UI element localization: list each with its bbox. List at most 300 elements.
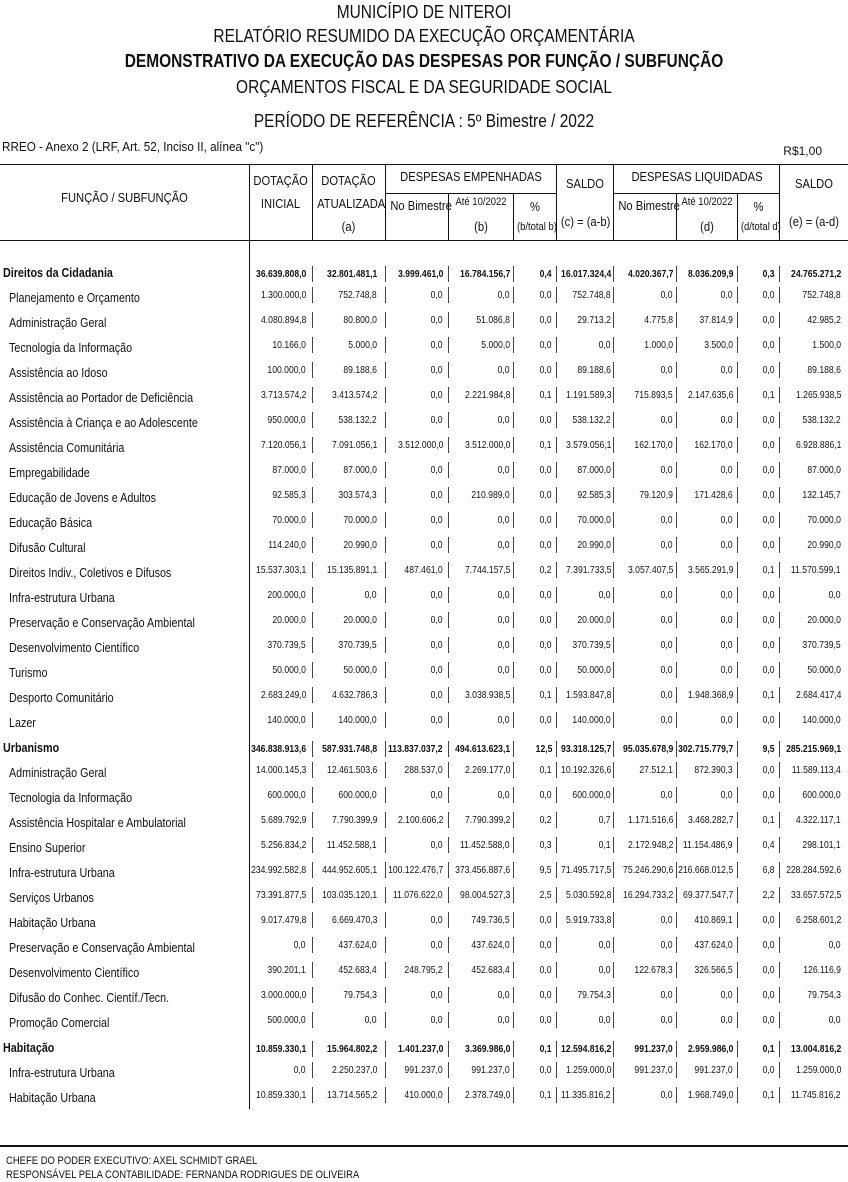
table-row	[0, 837, 848, 862]
cell-saldo-c: 11.335.816,2	[561, 1089, 611, 1101]
cell-liquidadas-ate: 3.468.282,7	[687, 814, 733, 826]
cell-saldo-e: 24.765.271,2	[790, 268, 841, 280]
col-pct-b: %	[530, 199, 540, 214]
cell-pct-b: 0,0	[540, 414, 552, 426]
cell-dotacao-inicial: 20.000,0	[272, 614, 306, 626]
cell-saldo-e: 20.990,0	[807, 539, 841, 551]
cell-pct-d: 0,0	[763, 364, 775, 376]
cell-dotacao-atualizada: 5.000,0	[348, 339, 377, 351]
table-row	[0, 887, 848, 912]
cell-pct-b: 0,0	[540, 539, 552, 551]
table-row	[0, 512, 848, 537]
cell-liquidadas-ate: 0,0	[721, 414, 733, 426]
cell-empenhadas-ate: 210.989,0	[471, 489, 510, 501]
cell-empenhadas-no-bimestre: 0,0	[431, 514, 443, 526]
cell-saldo-e: 33.657.572,5	[790, 889, 841, 901]
cell-liquidadas-no-bimestre: 0,0	[661, 289, 673, 301]
cell-pct-d: 0,0	[763, 539, 775, 551]
cell-liquidadas-no-bimestre: 16.294.733,2	[622, 889, 673, 901]
cell-liquidadas-no-bimestre: 0,0	[661, 914, 673, 926]
cell-dotacao-inicial: 3.713.574,2	[260, 389, 306, 401]
cell-liquidadas-ate: 0,0	[721, 789, 733, 801]
cell-dotacao-inicial: 346.838.913,6	[250, 743, 306, 755]
cell-liquidadas-ate: 0,0	[721, 989, 733, 1001]
cell-liquidadas-ate: 991.237,0	[694, 1064, 733, 1076]
cell-pct-d: 0,1	[763, 389, 775, 401]
cell-saldo-e: 4.322.117,1	[796, 814, 841, 826]
cell-empenhadas-ate: 373.456.887,6	[454, 864, 510, 876]
cell-saldo-e: 89.188,6	[807, 364, 841, 376]
col-despesas-liquidadas: DESPESAS LIQUIDADAS	[631, 169, 763, 184]
municipality-title: MUNICÍPIO DE NITEROI	[336, 2, 512, 22]
table-row	[0, 587, 848, 612]
cell-saldo-e: 20.000,0	[807, 614, 841, 626]
cell-pct-b: 0,0	[540, 914, 552, 926]
cell-liquidadas-no-bimestre: 27.512,1	[639, 764, 673, 776]
cell-dotacao-atualizada: 303.574,3	[338, 489, 377, 501]
cell-empenhadas-ate: 16.784.156,7	[459, 268, 510, 280]
cell-liquidadas-no-bimestre: 0,0	[661, 414, 673, 426]
cell-pct-b: 0,0	[540, 614, 552, 626]
cell-liquidadas-no-bimestre: 715.893,5	[634, 389, 673, 401]
cell-pct-d: 0,0	[763, 439, 775, 451]
cell-pct-b: 0,0	[540, 289, 552, 301]
cell-dotacao-inicial: 7.120.056,1	[260, 439, 306, 451]
cell-liquidadas-ate: 2.959.986,0	[687, 1043, 733, 1055]
cell-empenhadas-ate: 0,0	[498, 289, 510, 301]
cell-pct-d: 0,0	[763, 314, 775, 326]
table-row	[0, 962, 848, 987]
cell-saldo-e: 0,0	[829, 939, 841, 951]
cell-empenhadas-no-bimestre: 11.076.622,0	[393, 889, 443, 901]
subfuncao-label: Desenvolvimento Científico	[9, 966, 140, 980]
cell-dotacao-inicial: 10.859.330,1	[255, 1043, 306, 1055]
statement-title: DEMONSTRATIVO DA EXECUÇÃO DAS DESPESAS POR FUNÇÃO / SUBFUNÇÃO	[124, 51, 724, 71]
cell-empenhadas-ate: 991.237,0	[471, 1064, 510, 1076]
cell-liquidadas-no-bimestre: 4.775,8	[644, 314, 673, 326]
cell-dotacao-inicial: 1.300.000,0	[260, 289, 306, 301]
cell-empenhadas-ate: 7.790.399,2	[464, 814, 510, 826]
cell-empenhadas-ate: 0,0	[498, 789, 510, 801]
cell-liquidadas-no-bimestre: 0,0	[661, 614, 673, 626]
cell-dotacao-atualizada: 32.801.481,1	[326, 268, 377, 280]
cell-saldo-e: 1.259.000,0	[795, 1064, 841, 1076]
cell-saldo-e: 11.745.816,2	[791, 1089, 841, 1101]
cell-saldo-e: 538.132,2	[802, 414, 841, 426]
cell-pct-b: 0,0	[540, 964, 552, 976]
cell-saldo-e: 0,0	[829, 1014, 841, 1026]
cell-dotacao-inicial: 114.240,0	[268, 539, 306, 551]
cell-liquidadas-ate: 0,0	[721, 289, 733, 301]
cell-empenhadas-no-bimestre: 0,0	[431, 914, 443, 926]
cell-empenhadas-no-bimestre: 3.999.461,0	[397, 268, 443, 280]
cell-dotacao-inicial: 87.000,0	[272, 464, 306, 476]
subfuncao-label: Assistência à Criança e ao Adolescente	[9, 416, 198, 430]
cell-empenhadas-ate: 11.452.588,0	[460, 839, 510, 851]
cell-liquidadas-ate: 69.377.547,7	[682, 889, 733, 901]
cell-liquidadas-ate: 11.154.486,9	[683, 839, 733, 851]
cell-dotacao-atualizada: 6.669.470,3	[331, 914, 377, 926]
cell-pct-b: 0,0	[540, 364, 552, 376]
cell-pct-b: 0,0	[540, 514, 552, 526]
report-title: RELATÓRIO RESUMIDO DA EXECUÇÃO ORÇAMENTÁRIA	[213, 26, 635, 46]
cell-dotacao-atualizada: 15.964.802,2	[326, 1043, 377, 1055]
cell-empenhadas-ate: 0,0	[498, 464, 510, 476]
cell-empenhadas-ate: 437.624,0	[471, 939, 510, 951]
cell-saldo-c: 140.000,0	[572, 714, 611, 726]
table-row	[0, 712, 848, 737]
cell-pct-d: 0,1	[763, 1089, 775, 1101]
cell-pct-d: 0,0	[763, 714, 775, 726]
cell-dotacao-atualizada: 538.132,2	[338, 414, 377, 426]
table-row	[0, 562, 848, 587]
cell-liquidadas-ate: 302.715.779,7	[677, 743, 733, 755]
cell-empenhadas-no-bimestre: 0,0	[431, 714, 443, 726]
cell-saldo-e: 6.258.601,2	[795, 914, 841, 926]
cell-pct-b: 0,1	[540, 1089, 552, 1101]
subfuncao-label: Assistência Comunitária	[9, 441, 125, 455]
cell-empenhadas-ate: 0,0	[498, 614, 510, 626]
cell-liquidadas-ate: 3.565.291,9	[687, 564, 733, 576]
cell-saldo-c: 1.593.847,8	[565, 689, 611, 701]
funcao-label: Habitação	[3, 1041, 55, 1055]
cell-pct-d: 0,0	[763, 789, 775, 801]
cell-liquidadas-no-bimestre: 0,0	[661, 1014, 673, 1026]
cell-saldo-e: 50.000,0	[807, 664, 841, 676]
chefe-executivo: CHEFE DO PODER EXECUTIVO: AXEL SCHMIDT GRAEL	[6, 1155, 258, 1167]
cell-empenhadas-no-bimestre: 288.537,0	[404, 764, 443, 776]
cell-pct-d: 6,8	[763, 864, 775, 876]
cell-saldo-c: 0,0	[599, 1014, 611, 1026]
cell-saldo-c: 87.000,0	[577, 464, 611, 476]
subfuncao-label: Infra-estrutura Urbana	[9, 591, 115, 605]
cell-dotacao-atualizada: 11.452.588,1	[327, 839, 377, 851]
subfuncao-label: Desporto Comunitário	[9, 691, 114, 705]
cell-dotacao-inicial: 5.689.792,9	[260, 814, 306, 826]
cell-pct-d: 0,0	[763, 1064, 775, 1076]
table-group-row	[0, 262, 848, 287]
cell-empenhadas-ate: 0,0	[498, 1014, 510, 1026]
cell-pct-b: 0,0	[540, 664, 552, 676]
cell-pct-d: 0,0	[763, 964, 775, 976]
col-saldo-e-l2: (e) = (a-d)	[788, 214, 840, 229]
cell-empenhadas-no-bimestre: 0,0	[431, 539, 443, 551]
cell-dotacao-inicial: 73.391.877,5	[255, 889, 306, 901]
cell-liquidadas-ate: 162.170,0	[694, 439, 733, 451]
cell-dotacao-inicial: 200.000,0	[267, 589, 306, 601]
cell-saldo-c: 1.259.000,0	[565, 1064, 611, 1076]
cell-saldo-c: 7.391.733,5	[565, 564, 611, 576]
cell-liquidadas-no-bimestre: 75.246.290,6	[622, 864, 673, 876]
cell-saldo-e: 70.000,0	[807, 514, 841, 526]
cell-pct-d: 0,3	[763, 268, 775, 280]
subfuncao-label: Educação de Jovens e Adultos	[9, 491, 157, 505]
cell-saldo-c: 5.030.592,8	[565, 889, 611, 901]
cell-empenhadas-ate: 494.613.623,1	[454, 743, 510, 755]
cell-saldo-e: 13.004.816,2	[790, 1043, 841, 1055]
cell-empenhadas-no-bimestre: 0,0	[431, 489, 443, 501]
cell-dotacao-atualizada: 20.990,0	[343, 539, 377, 551]
cell-empenhadas-no-bimestre: 0,0	[431, 789, 443, 801]
empenhadas-rule	[386, 193, 556, 194]
cell-empenhadas-no-bimestre: 410.000,0	[404, 1089, 443, 1101]
cell-pct-b: 0,1	[540, 764, 552, 776]
cell-empenhadas-ate: 2.269.177,0	[464, 764, 510, 776]
cell-saldo-c: 70.000,0	[577, 514, 611, 526]
cell-saldo-c: 50.000,0	[577, 664, 611, 676]
subfuncao-label: Habitação Urbana	[9, 916, 96, 930]
cell-pct-d: 0,1	[763, 564, 775, 576]
subfuncao-label: Administração Geral	[9, 316, 107, 330]
subfuncao-label: Desenvolvimento Científico	[9, 641, 140, 655]
cell-liquidadas-ate: 1.948.368,9	[687, 689, 733, 701]
col-liquidadas-d: (d)	[700, 219, 714, 234]
cell-dotacao-atualizada: 140.000,0	[338, 714, 377, 726]
cell-empenhadas-no-bimestre: 991.237,0	[404, 1064, 443, 1076]
cell-pct-b: 0,0	[540, 939, 552, 951]
col-liquidadas-no-bimestre: No Bimestre	[618, 198, 680, 213]
table-row	[0, 787, 848, 812]
table-group-row	[0, 737, 848, 762]
subfuncao-label: Educação Básica	[9, 516, 93, 530]
cell-liquidadas-ate: 0,0	[721, 539, 733, 551]
footer-rule	[0, 1145, 848, 1147]
cell-saldo-e: 132.145,7	[802, 489, 841, 501]
currency-unit: R$1,00	[783, 144, 822, 158]
cell-dotacao-inicial: 10.859.330,1	[255, 1089, 306, 1101]
cell-dotacao-atualizada: 89.188,6	[343, 364, 377, 376]
table-row	[0, 1087, 848, 1112]
cell-liquidadas-ate: 216.668.012,5	[677, 864, 733, 876]
cell-dotacao-atualizada: 4.632.786,3	[331, 689, 377, 701]
cell-empenhadas-no-bimestre: 0,0	[431, 664, 443, 676]
annex-reference: RREO - Anexo 2 (LRF, Art. 52, Inciso II, alínea "c")	[2, 139, 264, 154]
cell-empenhadas-no-bimestre: 0,0	[431, 414, 443, 426]
cell-dotacao-inicial: 950.000,0	[267, 414, 306, 426]
cell-dotacao-atualizada: 103.035.120,1	[321, 889, 377, 901]
cell-saldo-c: 10.192.326,6	[560, 764, 611, 776]
cell-dotacao-atualizada: 13.714.565,2	[326, 1089, 377, 1101]
cell-liquidadas-no-bimestre: 0,0	[661, 589, 673, 601]
cell-liquidadas-no-bimestre: 0,0	[661, 464, 673, 476]
col-empenhadas-b: (b)	[474, 219, 488, 234]
cell-empenhadas-ate: 3.369.986,0	[464, 1043, 510, 1055]
cell-saldo-c: 0,1	[599, 839, 611, 851]
cell-liquidadas-ate: 0,0	[721, 589, 733, 601]
cell-saldo-e: 600.000,0	[802, 789, 841, 801]
cell-dotacao-atualizada: 70.000,0	[343, 514, 377, 526]
cell-empenhadas-no-bimestre: 113.837.037,2	[388, 743, 443, 755]
cell-liquidadas-ate: 0,0	[721, 664, 733, 676]
cell-liquidadas-no-bimestre: 0,0	[661, 1089, 673, 1101]
cell-liquidadas-ate: 0,0	[721, 464, 733, 476]
cell-liquidadas-no-bimestre: 991.237,0	[634, 1043, 673, 1055]
cell-liquidadas-no-bimestre: 0,0	[661, 989, 673, 1001]
cell-saldo-e: 79.754,3	[807, 989, 841, 1001]
cell-pct-d: 0,0	[763, 464, 775, 476]
cell-empenhadas-ate: 0,0	[498, 589, 510, 601]
cell-liquidadas-ate: 2.147.635,6	[687, 389, 733, 401]
cell-dotacao-inicial: 15.537.303,1	[255, 564, 306, 576]
cell-saldo-e: 228.284.592,6	[785, 864, 841, 876]
col-pct-b-sub: (b/total b)	[516, 221, 557, 233]
cell-saldo-c: 20.990,0	[577, 539, 611, 551]
responsavel-contabilidade: RESPONSÁVEL PELA CONTABILIDADE: FERNANDA RODRIGUES DE OLIVEIRA	[6, 1169, 360, 1181]
cell-pct-b: 0,0	[540, 1014, 552, 1026]
table-row	[0, 487, 848, 512]
cell-empenhadas-ate: 2.221.984,8	[464, 389, 510, 401]
cell-liquidadas-ate: 0,0	[721, 639, 733, 651]
cell-liquidadas-ate: 326.566,5	[694, 964, 733, 976]
cell-saldo-c: 5.919.733,8	[565, 914, 611, 926]
cell-pct-d: 0,0	[763, 914, 775, 926]
cell-pct-d: 0,0	[763, 989, 775, 1001]
cell-pct-b: 0,0	[540, 464, 552, 476]
cell-pct-d: 0,4	[763, 839, 775, 851]
cell-saldo-e: 6.928.886,1	[795, 439, 841, 451]
cell-dotacao-atualizada: 2.250.237,0	[331, 1064, 377, 1076]
cell-liquidadas-ate: 171.428,6	[694, 489, 733, 501]
cell-pct-d: 0,0	[763, 589, 775, 601]
cell-liquidadas-ate: 0,0	[721, 364, 733, 376]
cell-dotacao-atualizada: 20.000,0	[343, 614, 377, 626]
cell-empenhadas-no-bimestre: 0,0	[431, 839, 443, 851]
cell-empenhadas-no-bimestre: 0,0	[431, 314, 443, 326]
cell-liquidadas-no-bimestre: 2.172.948,2	[627, 839, 673, 851]
table-row	[0, 637, 848, 662]
cell-pct-b: 0,2	[540, 814, 552, 826]
header-bottom-rule	[0, 240, 848, 241]
cell-dotacao-inicial: 2.683.249,0	[260, 689, 306, 701]
cell-dotacao-atualizada: 600.000,0	[338, 789, 377, 801]
col-funcao: FUNÇÃO / SUBFUNÇÃO	[61, 190, 188, 205]
cell-pct-b: 0,0	[540, 989, 552, 1001]
cell-dotacao-inicial: 0,0	[294, 939, 306, 951]
cell-dotacao-inicial: 500.000,0	[267, 1014, 306, 1026]
cell-pct-d: 2,2	[763, 889, 775, 901]
cell-empenhadas-ate: 5.000,0	[481, 339, 510, 351]
cell-liquidadas-ate: 410.869,1	[694, 914, 733, 926]
cell-dotacao-inicial: 5.256.834,2	[260, 839, 306, 851]
cell-pct-b: 0,0	[540, 489, 552, 501]
cell-dotacao-inicial: 9.017.479,8	[260, 914, 306, 926]
cell-empenhadas-ate: 0,0	[498, 714, 510, 726]
subfuncao-label: Preservação e Conservação Ambiental	[9, 941, 195, 955]
table-row	[0, 312, 848, 337]
cell-liquidadas-no-bimestre: 0,0	[661, 539, 673, 551]
cell-pct-d: 0,0	[763, 639, 775, 651]
cell-saldo-c: 79.754,3	[577, 989, 611, 1001]
cell-pct-b: 0,0	[540, 714, 552, 726]
funcao-label: Urbanismo	[3, 741, 60, 755]
header-top-rule	[0, 164, 848, 165]
table-row	[0, 662, 848, 687]
cell-liquidadas-no-bimestre: 0,0	[661, 639, 673, 651]
cell-saldo-c: 29.713,2	[577, 314, 611, 326]
subfuncao-label: Promoção Comercial	[9, 1016, 110, 1030]
cell-dotacao-atualizada: 437.624,0	[338, 939, 377, 951]
cell-empenhadas-no-bimestre: 0,0	[431, 339, 443, 351]
cell-dotacao-atualizada: 87.000,0	[343, 464, 377, 476]
cell-saldo-c: 0,7	[599, 814, 611, 826]
cell-liquidadas-no-bimestre: 3.057.407,5	[627, 564, 673, 576]
subfuncao-label: Lazer	[9, 716, 36, 730]
col-liquidadas-ate: Até 10/2022	[681, 196, 733, 208]
cell-pct-d: 0,0	[763, 514, 775, 526]
cell-dotacao-inicial: 3.000.000,0	[260, 989, 306, 1001]
col-pct-d: %	[753, 199, 764, 214]
cell-pct-d: 0,0	[763, 489, 775, 501]
cell-dotacao-inicial: 140.000,0	[267, 714, 306, 726]
cell-dotacao-atualizada: 79.754,3	[343, 989, 377, 1001]
table-row	[0, 762, 848, 787]
cell-dotacao-inicial: 70.000,0	[272, 514, 306, 526]
cell-pct-d: 0,0	[763, 339, 775, 351]
cell-dotacao-inicial: 10.166,0	[272, 339, 306, 351]
col-dotacao-atualizada-l2: ATUALIZADA	[317, 196, 386, 211]
table-group-row	[0, 1037, 848, 1062]
cell-dotacao-atualizada: 80.800,0	[343, 314, 377, 326]
cell-pct-d: 0,0	[763, 764, 775, 776]
cell-dotacao-inicial: 370.739,5	[267, 639, 306, 651]
cell-empenhadas-no-bimestre: 3.512.000,0	[397, 439, 443, 451]
table-row	[0, 387, 848, 412]
cell-empenhadas-ate: 749.736,5	[471, 914, 510, 926]
cell-liquidadas-no-bimestre: 0,0	[661, 714, 673, 726]
cell-saldo-c: 71.495.717,5	[560, 864, 611, 876]
cell-empenhadas-no-bimestre: 0,0	[431, 364, 443, 376]
subfuncao-label: Ensino Superior	[9, 841, 86, 855]
subfuncao-label: Infra-estrutura Urbana	[9, 1066, 115, 1080]
cell-dotacao-inicial: 50.000,0	[272, 664, 306, 676]
col-empenhadas-ate: Até 10/2022	[455, 196, 507, 208]
cell-empenhadas-ate: 0,0	[498, 539, 510, 551]
col-pct-d-sub: (d/total d)	[740, 221, 781, 233]
cell-pct-d: 0,0	[763, 664, 775, 676]
reference-period: PERÍODO DE REFERÊNCIA : 5º Bimestre / 2022	[253, 111, 595, 131]
cell-empenhadas-ate: 0,0	[498, 414, 510, 426]
cell-saldo-c: 20.000,0	[577, 614, 611, 626]
cell-pct-b: 0,0	[540, 639, 552, 651]
table-row	[0, 412, 848, 437]
cell-empenhadas-ate: 452.683,4	[471, 964, 510, 976]
cell-pct-d: 0,0	[763, 939, 775, 951]
cell-dotacao-inicial: 0,0	[294, 1064, 306, 1076]
cell-empenhadas-ate: 0,0	[498, 639, 510, 651]
cell-saldo-e: 140.000,0	[802, 714, 841, 726]
cell-saldo-c: 93.318.125,7	[560, 743, 611, 755]
cell-saldo-c: 92.585,3	[577, 489, 611, 501]
cell-dotacao-inicial: 234.992.582,8	[250, 864, 306, 876]
cell-saldo-e: 126.116,9	[803, 964, 841, 976]
cell-empenhadas-ate: 0,0	[498, 989, 510, 1001]
cell-pct-b: 0,1	[540, 1043, 552, 1055]
cell-dotacao-atualizada: 587.931.748,8	[321, 743, 377, 755]
cell-saldo-e: 1.265.938,5	[795, 389, 841, 401]
table-row	[0, 987, 848, 1012]
cell-dotacao-inicial: 100.000,0	[267, 364, 306, 376]
cell-liquidadas-ate: 437.624,0	[694, 939, 733, 951]
cell-dotacao-atualizada: 0,0	[365, 1014, 377, 1026]
table-row	[0, 287, 848, 312]
cell-saldo-e: 11.570.599,1	[791, 564, 841, 576]
cell-empenhadas-no-bimestre: 0,0	[431, 689, 443, 701]
cell-saldo-c: 3.579.056,1	[565, 439, 611, 451]
subfuncao-label: Preservação e Conservação Ambiental	[9, 616, 195, 630]
cell-dotacao-inicial: 36.639.808,0	[255, 268, 306, 280]
cell-liquidadas-no-bimestre: 0,0	[661, 364, 673, 376]
cell-empenhadas-no-bimestre: 487.461,0	[404, 564, 443, 576]
